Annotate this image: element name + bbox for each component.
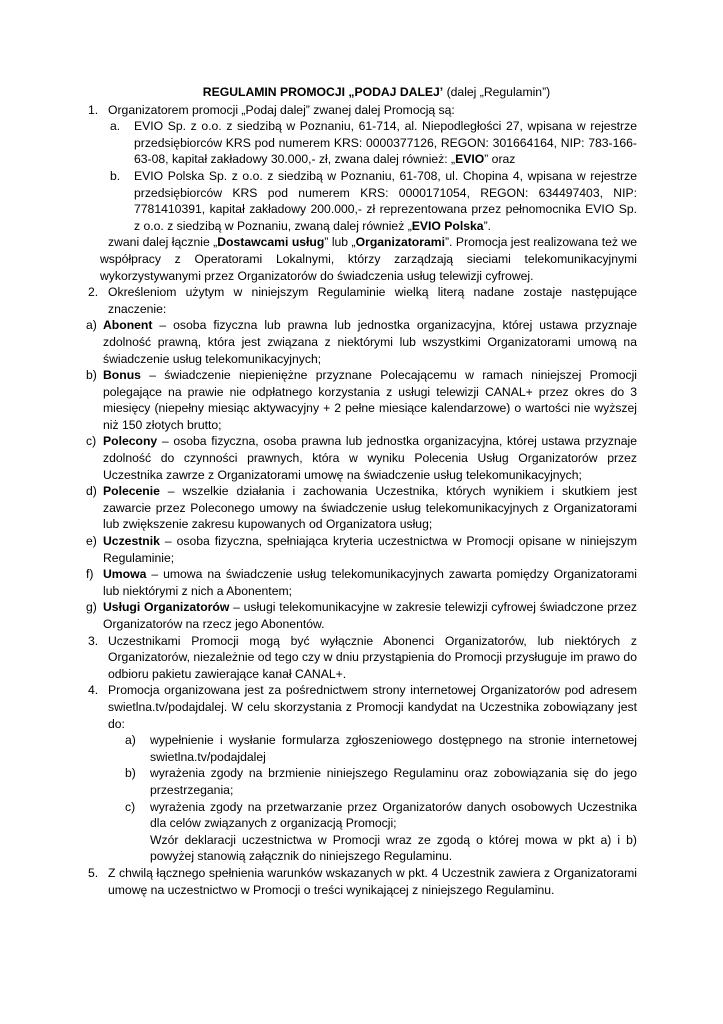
joint-text-2: ” lub „ (324, 235, 356, 250)
definition-c-text: – osoba fizyczna, osoba prawna lub jednostka organizacyjna, której ustawa przyznaje zdolność do czynności prawnych, która w wyniku Polecenia Usług Organizatorów przez Uczestnika zawrze z Organizatorami umowę na świadczenie usług telekomunikacyjnych; (103, 434, 637, 482)
definition-f-term: Umowa (103, 567, 147, 582)
section-2 (86, 284, 637, 317)
section-2-text: Określeniom użytym w niniejszym Regulaminie wielką literą nadane zostaje następujące znaczenie: (108, 285, 637, 316)
definition-uczestnik (86, 533, 637, 566)
definition-c-number: c) (86, 434, 97, 449)
item-a-bold: EVIO (455, 152, 485, 167)
section-4-number: 4. (88, 683, 99, 698)
definition-g-number: g) (86, 600, 97, 615)
section-5-text: Z chwilą łącznego spełnienia warunków wskazanych w pkt. 4 Uczestnik zawiera z Organizatorami umowę na uczestnictwo w Promocji o treści wynikającej z niniejszego Regulaminu. (108, 865, 637, 897)
definition-b-number: b) (86, 368, 97, 383)
section-1-item-a (86, 118, 637, 168)
section-4-item-c-text: wyrażenia zgody na przetwarzanie przez Organizatorów danych osobowych Uczestnika dla celów związanych z organizacją Promocji; (150, 799, 637, 831)
definition-polecenie (86, 483, 637, 533)
section-1-number: 1. (88, 102, 99, 117)
item-b-bold: EVIO Polska (411, 218, 484, 233)
definition-e-number: e) (86, 534, 97, 549)
definition-b-term: Bonus (103, 368, 141, 383)
definition-umowa (86, 566, 637, 599)
definition-d-term: Polecenie (103, 484, 160, 499)
item-a-tail: ” oraz (484, 152, 516, 167)
definition-a-number: a) (86, 318, 97, 333)
section-5 (86, 865, 637, 898)
definition-g-text: – usługi telekomunikacyjne w zakresie telewizji cyfrowej świadczone przez Organizatorów na rzecz jego Abonentów. (103, 600, 637, 631)
joint-text-1: zwani dalej łącznie „ (108, 235, 218, 250)
definition-f-number: f) (86, 567, 94, 582)
item-b-tail: ”. (483, 218, 492, 233)
definition-d-text: – wszelkie działania i zachowania Uczestnika, których wynikiem i skutkiem jest zawarcie przez Poleconego umowy na świadczenie usług telekomunikacyjnych z Organizatorami lub zwiększenie zakresu kupowanych od Organizatora usług; (103, 484, 637, 532)
section-3-text: Uczestnikami Promocji mogą być wyłącznie Abonenci Organizatorów, lub niektórych z Organizatorów, niezależnie od tego czy w dniu przystąpienia do Promocji przysługuje im prawo do odbioru pakietu zawierające kanał CANAL+. (108, 633, 637, 681)
definition-a-term: Abonent (103, 318, 153, 333)
section-5-number: 5. (88, 865, 99, 880)
title-bold: REGULAMIN PROMOCJI „PODAJ DALEJ’ (202, 85, 444, 99)
section-4-item-b-text: wyrażenia zgody na brzmienie niniejszego Regulaminu oraz zobowiązania się do jego przestrzegania; (150, 766, 637, 797)
item-b-text: EVIO Polska Sp. z o.o. z siedzibą w Poznaniu, 61-708, ul. Chopina 4, wpisana w rejestrze przedsiębiorców KRS pod numerem KRS: 0000171054, REGON: 634497403, NIP: 7781410391, kapitał zakładowy 200.000,- zł reprezentowana przez pełnomocnika EVIO Sp. z o.o. z siedzibą w Poznaniu, zwaną dalej również „ (134, 168, 637, 233)
section-4-item-a-text: wypełnienie i wysłanie formularza zgłoszeniowego dostępnego na stronie internetowej swietlna.tv/podajdalej (150, 733, 637, 764)
definition-e-text: – osoba fizyczna, spełniająca kryteria uczestnictwa w Promocji opisane w niniejszym Regulaminie; (103, 534, 637, 565)
section-4-note: Wzór deklaracji uczestnictwa w Promocji wraz ze zgodą o której mowa w pkt a) i b) powyżej stanowią załącznik do niniejszego Regulaminu. (150, 832, 637, 864)
definition-g-term: Usługi Organizatorów (103, 600, 230, 615)
definition-polecony (86, 433, 637, 483)
definition-a-text: – osoba fizyczna lub prawna lub jednostka organizacyjna, której ustawa przyznaje zdolność prawną, która jest związana z niektórymi lub wszystkimi Organizatorami umową na świadczenie usług telekomunikacyjnych; (103, 318, 637, 366)
definition-uslugi-organizatorow (86, 599, 637, 632)
joint-bold-1: Dostawcami usług (217, 235, 325, 250)
definition-b-text: – świadczenie niepieniężne przyznane Polecającemu w ramach niniejszej Promocji polegające na prawie nie odpłatnego korzystania z usługi telewizji CANAL+ przez okres do 3 miesięcy (niepełny miesiąc aktywacyjny + 2 pełne miesiące kalendarzowe) o wartości nie wyższej niż 150 złotych brutto; (103, 368, 637, 432)
section-4 (86, 682, 637, 732)
definition-f-text: – umowa na świadczenie usług telekomunikacyjnych zawarta pomiędzy Organizatorami lub niektórymi z nich a Abonentem; (103, 567, 637, 598)
section-2-number: 2. (88, 285, 99, 300)
section-4-item-a-number: a) (125, 733, 136, 748)
section-4-item-c (86, 799, 637, 832)
section-4-item-a (86, 732, 637, 765)
definition-bonus (86, 367, 637, 433)
item-b-number: b. (110, 168, 121, 183)
title-rest: (dalej „Regulamin”) (443, 85, 551, 99)
section-1-item-b (86, 168, 637, 234)
definition-abonent (86, 317, 637, 367)
section-3-number: 3. (88, 633, 99, 648)
definition-c-term: Polecony (103, 434, 158, 449)
section-1-text: Organizatorem promocji „Podaj dalej” zwanej dalej Promocją są: (108, 102, 455, 117)
definition-e-term: Uczestnik (103, 534, 160, 549)
section-4-item-b (86, 765, 637, 798)
item-a-number: a. (110, 119, 121, 134)
joint-text-3: ”. Promocja jest realizowana też we współpracy z Operatorami Lokalnymi, którzy zarządzają sieciami telekomunikacyjnymi wykorzystywanymi przez Organizatorów do świadczenia usług telewizji cyfrowej. (100, 235, 637, 283)
item-a-text: EVIO Sp. z o.o. z siedzibą w Poznaniu, 61-714, al. Niepodległości 27, wpisana w rejestrze przedsiębiorców KRS pod numerem KRS: 0000377126, REGON: 301664164, NIP: 783-166-63-08, kapitał zakładowy 30.000,- zł, zwana dalej również: „ (134, 119, 637, 167)
section-4-item-c-number: c) (125, 799, 136, 814)
document-title (86, 84, 637, 101)
section-1-joint-paragraph (86, 234, 637, 284)
definition-d-number: d) (86, 484, 97, 499)
section-4-item-b-number: b) (125, 766, 136, 781)
joint-bold-2: Organizatorami (355, 235, 445, 250)
section-4-text: Promocja organizowana jest za pośrednictwem strony internetowej Organizatorów pod adresem swietlna.tv/podajdalej. W celu skorzystania z Promocji kandydat na Uczestnika zobowiązany jest do: (108, 683, 637, 731)
section-1 (86, 102, 637, 119)
section-3 (86, 633, 637, 683)
